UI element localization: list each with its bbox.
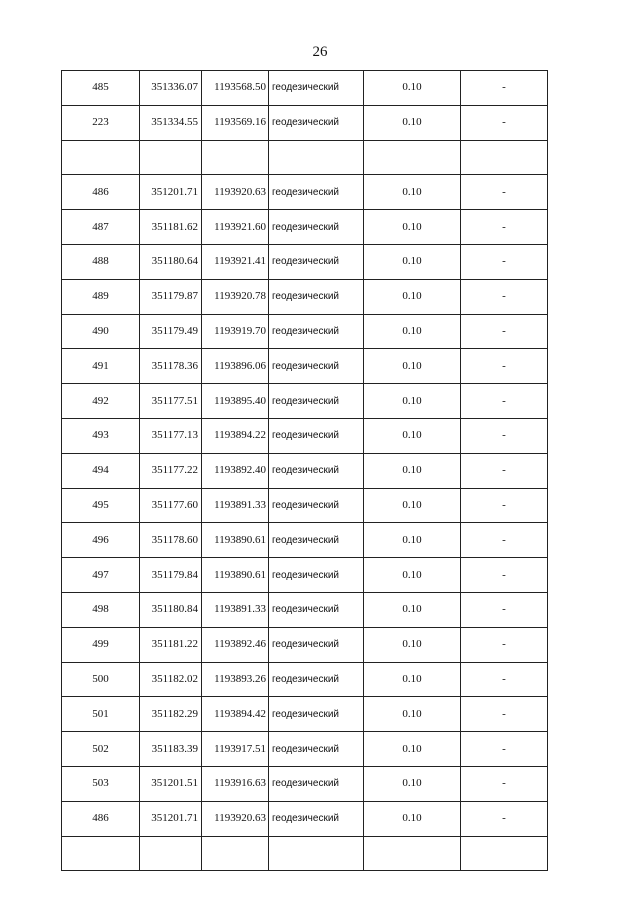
description-cell: - (461, 627, 548, 662)
method-cell: геодезический (269, 697, 364, 732)
accuracy-cell: 0.10 (364, 558, 461, 593)
description-cell: - (461, 592, 548, 627)
method-cell: геодезический (269, 732, 364, 767)
accuracy-cell: 0.10 (364, 697, 461, 732)
x-coordinate-cell (140, 836, 202, 871)
description-cell: - (461, 384, 548, 419)
method-cell: геодезический (269, 71, 364, 106)
table-row (62, 71, 548, 106)
y-coordinate-cell: 1193891.33 (202, 488, 269, 523)
y-coordinate-cell: 1193916.63 (202, 766, 269, 801)
point-number-cell (62, 836, 140, 871)
y-coordinate-cell: 1193921.41 (202, 244, 269, 279)
x-coordinate-cell: 351180.64 (140, 244, 202, 279)
table-row (62, 453, 548, 488)
y-coordinate-cell: 1193894.22 (202, 418, 269, 453)
y-coordinate-cell: 1193920.63 (202, 801, 269, 836)
point-number-cell: 502 (62, 732, 140, 767)
x-coordinate-cell: 351182.02 (140, 662, 202, 697)
y-coordinate-cell: 1193892.46 (202, 627, 269, 662)
point-number-cell: 486 (62, 175, 140, 210)
point-number-cell: 494 (62, 453, 140, 488)
point-number-cell (62, 140, 140, 175)
table-row (62, 418, 548, 453)
method-cell: геодезический (269, 453, 364, 488)
x-coordinate-cell: 351334.55 (140, 105, 202, 140)
description-cell: - (461, 697, 548, 732)
x-coordinate-cell: 351180.84 (140, 592, 202, 627)
x-coordinate-cell: 351177.22 (140, 453, 202, 488)
point-number-cell: 488 (62, 244, 140, 279)
x-coordinate-cell: 351177.51 (140, 384, 202, 419)
y-coordinate-cell: 1193896.06 (202, 349, 269, 384)
table-row (62, 592, 548, 627)
x-coordinate-cell: 351178.60 (140, 523, 202, 558)
accuracy-cell: 0.10 (364, 210, 461, 245)
method-cell: геодезический (269, 592, 364, 627)
accuracy-cell: 0.10 (364, 662, 461, 697)
description-cell: - (461, 71, 548, 106)
x-coordinate-cell: 351177.60 (140, 488, 202, 523)
description-cell: - (461, 279, 548, 314)
x-coordinate-cell: 351177.13 (140, 418, 202, 453)
accuracy-cell: 0.10 (364, 488, 461, 523)
method-cell: геодезический (269, 349, 364, 384)
accuracy-cell: 0.10 (364, 627, 461, 662)
page-number: 26 (312, 44, 328, 60)
x-coordinate-cell: 351179.87 (140, 279, 202, 314)
method-cell: геодезический (269, 801, 364, 836)
accuracy-cell: 0.10 (364, 349, 461, 384)
accuracy-cell: 0.10 (364, 314, 461, 349)
y-coordinate-cell: 1193920.78 (202, 279, 269, 314)
y-coordinate-cell (202, 836, 269, 871)
method-cell: геодезический (269, 662, 364, 697)
method-cell: геодезический (269, 244, 364, 279)
table-row (62, 349, 548, 384)
point-number-cell: 489 (62, 279, 140, 314)
description-cell: - (461, 558, 548, 593)
accuracy-cell (364, 140, 461, 175)
point-number-cell: 497 (62, 558, 140, 593)
point-number-cell: 500 (62, 662, 140, 697)
table-row (62, 488, 548, 523)
x-coordinate-cell: 351181.22 (140, 627, 202, 662)
method-cell: геодезический (269, 384, 364, 419)
x-coordinate-cell: 351178.36 (140, 349, 202, 384)
method-cell: геодезический (269, 210, 364, 245)
accuracy-cell: 0.10 (364, 732, 461, 767)
method-cell (269, 836, 364, 871)
y-coordinate-cell: 1193568.50 (202, 71, 269, 106)
y-coordinate-cell: 1193893.26 (202, 662, 269, 697)
point-number-cell: 495 (62, 488, 140, 523)
method-cell: геодезический (269, 558, 364, 593)
point-number-cell: 223 (62, 105, 140, 140)
accuracy-cell: 0.10 (364, 592, 461, 627)
method-cell: геодезический (269, 766, 364, 801)
table-row (62, 105, 548, 140)
y-coordinate-cell: 1193569.16 (202, 105, 269, 140)
point-number-cell: 486 (62, 801, 140, 836)
table-row (62, 766, 548, 801)
method-cell: геодезический (269, 488, 364, 523)
accuracy-cell (364, 836, 461, 871)
table-body (62, 71, 548, 871)
coordinates-table (61, 70, 548, 871)
y-coordinate-cell: 1193891.33 (202, 592, 269, 627)
table-row (62, 175, 548, 210)
point-number-cell: 503 (62, 766, 140, 801)
accuracy-cell: 0.10 (364, 244, 461, 279)
table-row (62, 314, 548, 349)
method-cell (269, 140, 364, 175)
table-row (62, 244, 548, 279)
accuracy-cell: 0.10 (364, 105, 461, 140)
description-cell: - (461, 488, 548, 523)
x-coordinate-cell: 351179.49 (140, 314, 202, 349)
y-coordinate-cell: 1193890.61 (202, 558, 269, 593)
accuracy-cell: 0.10 (364, 453, 461, 488)
description-cell: - (461, 453, 548, 488)
table-row (62, 279, 548, 314)
x-coordinate-cell: 351182.29 (140, 697, 202, 732)
accuracy-cell: 0.10 (364, 279, 461, 314)
description-cell: - (461, 523, 548, 558)
y-coordinate-cell: 1193919.70 (202, 314, 269, 349)
accuracy-cell: 0.10 (364, 418, 461, 453)
table-row (62, 558, 548, 593)
x-coordinate-cell: 351201.51 (140, 766, 202, 801)
x-coordinate-cell: 351336.07 (140, 71, 202, 106)
method-cell: геодезический (269, 314, 364, 349)
table-row (62, 662, 548, 697)
method-cell: геодезический (269, 105, 364, 140)
point-number-cell: 496 (62, 523, 140, 558)
table-row (62, 140, 548, 175)
accuracy-cell: 0.10 (364, 523, 461, 558)
accuracy-cell: 0.10 (364, 71, 461, 106)
table-row (62, 210, 548, 245)
description-cell: - (461, 662, 548, 697)
accuracy-cell: 0.10 (364, 801, 461, 836)
description-cell (461, 140, 548, 175)
table-row (62, 523, 548, 558)
point-number-cell: 501 (62, 697, 140, 732)
description-cell: - (461, 732, 548, 767)
method-cell: геодезический (269, 627, 364, 662)
description-cell: - (461, 244, 548, 279)
method-cell: геодезический (269, 523, 364, 558)
point-number-cell: 490 (62, 314, 140, 349)
x-coordinate-cell (140, 140, 202, 175)
description-cell: - (461, 801, 548, 836)
y-coordinate-cell: 1193920.63 (202, 175, 269, 210)
accuracy-cell: 0.10 (364, 384, 461, 419)
x-coordinate-cell: 351183.39 (140, 732, 202, 767)
description-cell: - (461, 418, 548, 453)
description-cell: - (461, 349, 548, 384)
description-cell: - (461, 175, 548, 210)
method-cell: геодезический (269, 175, 364, 210)
point-number-cell: 493 (62, 418, 140, 453)
accuracy-cell: 0.10 (364, 766, 461, 801)
y-coordinate-cell: 1193921.60 (202, 210, 269, 245)
y-coordinate-cell: 1193892.40 (202, 453, 269, 488)
method-cell: геодезический (269, 279, 364, 314)
description-cell: - (461, 210, 548, 245)
description-cell: - (461, 766, 548, 801)
x-coordinate-cell: 351179.84 (140, 558, 202, 593)
point-number-cell: 492 (62, 384, 140, 419)
point-number-cell: 491 (62, 349, 140, 384)
y-coordinate-cell: 1193895.40 (202, 384, 269, 419)
description-cell (461, 836, 548, 871)
y-coordinate-cell (202, 140, 269, 175)
table-row (62, 384, 548, 419)
description-cell: - (461, 105, 548, 140)
x-coordinate-cell: 351181.62 (140, 210, 202, 245)
point-number-cell: 485 (62, 71, 140, 106)
point-number-cell: 487 (62, 210, 140, 245)
table-row (62, 697, 548, 732)
accuracy-cell: 0.10 (364, 175, 461, 210)
point-number-cell: 498 (62, 592, 140, 627)
description-cell: - (461, 314, 548, 349)
y-coordinate-cell: 1193894.42 (202, 697, 269, 732)
table-row (62, 627, 548, 662)
y-coordinate-cell: 1193890.61 (202, 523, 269, 558)
y-coordinate-cell: 1193917.51 (202, 732, 269, 767)
point-number-cell: 499 (62, 627, 140, 662)
x-coordinate-cell: 351201.71 (140, 801, 202, 836)
table-row (62, 836, 548, 871)
x-coordinate-cell: 351201.71 (140, 175, 202, 210)
table-row (62, 801, 548, 836)
table-row (62, 732, 548, 767)
method-cell: геодезический (269, 418, 364, 453)
